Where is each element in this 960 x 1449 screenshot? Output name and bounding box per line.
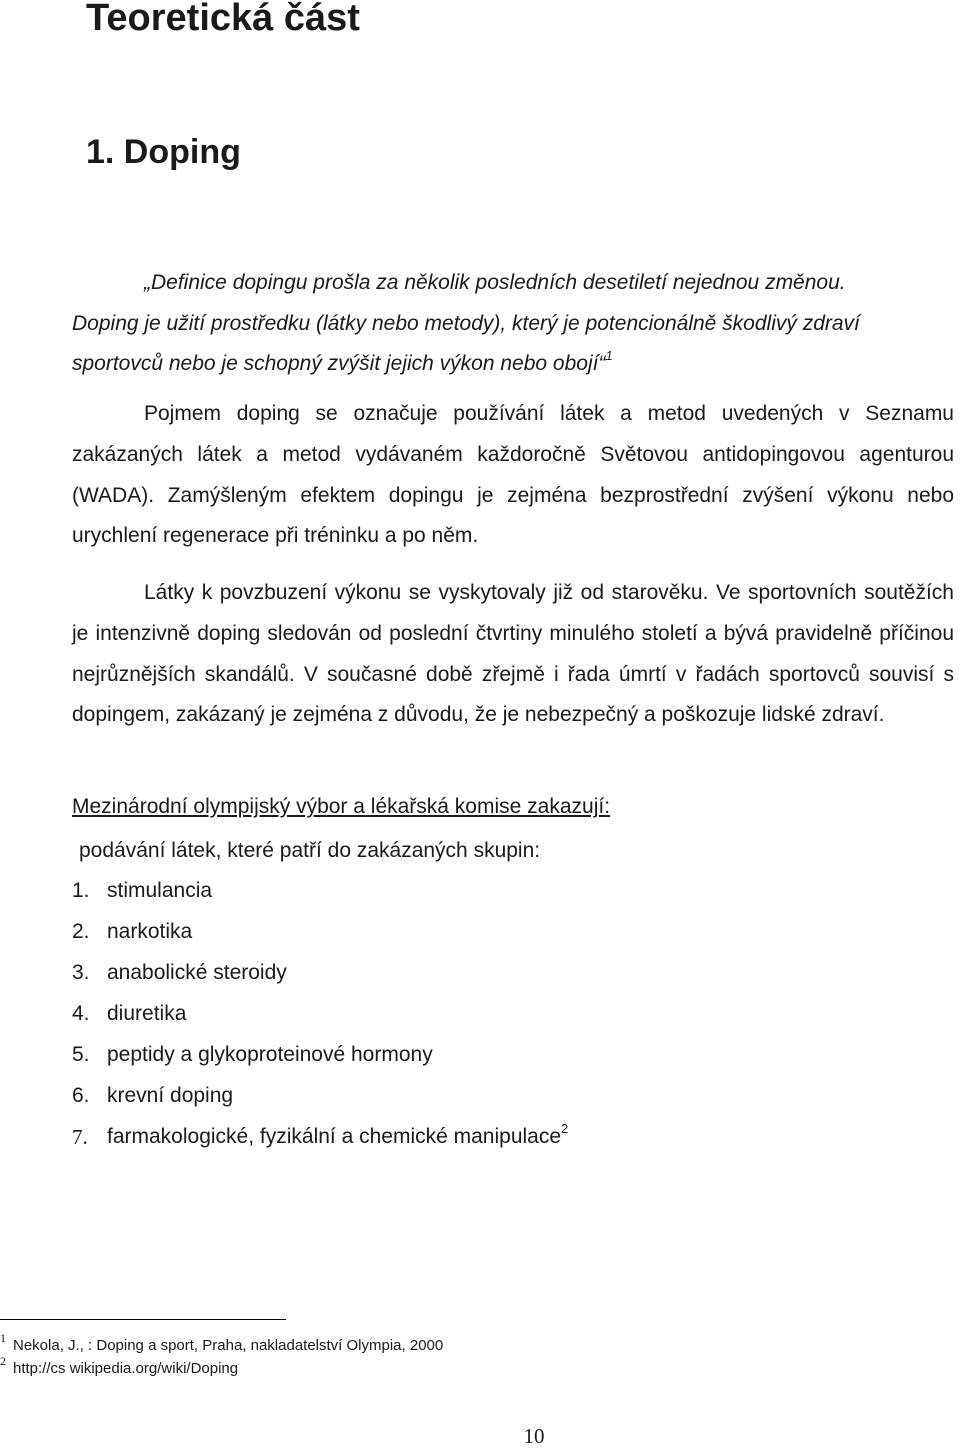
list-item: 5. peptidy a glykoproteinové hormony — [72, 1035, 568, 1076]
paragraph-doping-definition: Pojmem doping se označuje používání látek a metod uvedených v Seznamu zakázaných látek a metod vydávaném každoročně Světovou antidopingovou agenturou (WADA). Zamýšleným efektem dopingu je zejména bezprostřední zvýšení výkonu nebo urychlení regenerace při tréninku a po něm. — [72, 402, 954, 548]
list-item-text: anabolické steroidy — [107, 961, 287, 984]
list-item: 6. krevní doping — [72, 1076, 568, 1117]
page-number: 10 — [523, 1424, 545, 1448]
chapter-title: 1. Doping — [86, 133, 241, 171]
definition-quote — [72, 263, 954, 385]
list-item-text: stimulancia — [107, 879, 213, 902]
list-item: 3. anabolické steroidy — [72, 953, 568, 994]
list-item: 2. narkotika — [72, 912, 568, 953]
page-title: Teoretická část — [86, 0, 360, 39]
footnote-1: 1 Nekola, J., : Doping a sport, Praha, nakladatelství Olympia, 2000 — [0, 1331, 444, 1354]
list-item: 7. farmakologické, fyzikální a chemické manipulace$^2$ — [72, 1117, 568, 1158]
prohibited-groups-list — [72, 871, 568, 1158]
footnote-ref-1: 1 — [605, 348, 613, 363]
list-item-text: peptidy a glykoproteinové hormony — [107, 1043, 433, 1066]
footnote-2: 2 http://cs wikipedia.org/wiki/Doping — [0, 1354, 239, 1377]
list-intro: podávání látek, které patří do zakázaných skupin: — [79, 839, 541, 862]
footnote-separator — [0, 1319, 286, 1320]
quote-rest: Doping je užití prostředku (látky nebo metody), který je potencionálně škodlivý zdraví sportovců nebo je schopný zvýšit jejich výkon nebo obojí“ — [72, 311, 860, 375]
footnote-ref-2: 2 — [561, 1121, 569, 1136]
quote-first-line: „Definice dopingu prošla za několik posledních desetiletí nejednou změnou. — [144, 271, 846, 294]
list-item-text: krevní doping — [107, 1084, 234, 1107]
list-item: 1. stimulancia — [72, 871, 568, 912]
list-item-text: narkotika — [107, 920, 193, 943]
list-heading: Mezinárodní olympijský výbor a lékařská komise zakazují: — [72, 795, 611, 818]
paragraph-doping-history: Látky k povzbuzení výkonu se vyskytovaly již od starověku. Ve sportovních soutěžích je intenzivně doping sledován od poslední čtvrtiny minulého století a bývá pravidelně příčinou nejrůznějších skandálů. V současné době zřejmě i řada úmrtí v řadách sportovců souvisí s dopingem, zakázaný je zejména z důvodu, že je nebezpečný a poškozuje lidské zdraví. — [72, 581, 954, 727]
list-item: 4. diuretika — [72, 994, 568, 1035]
list-item-text: farmakologické, fyzikální a chemické manipulace$^2$ — [107, 1121, 569, 1148]
list-item-text: diuretika — [107, 1002, 187, 1025]
